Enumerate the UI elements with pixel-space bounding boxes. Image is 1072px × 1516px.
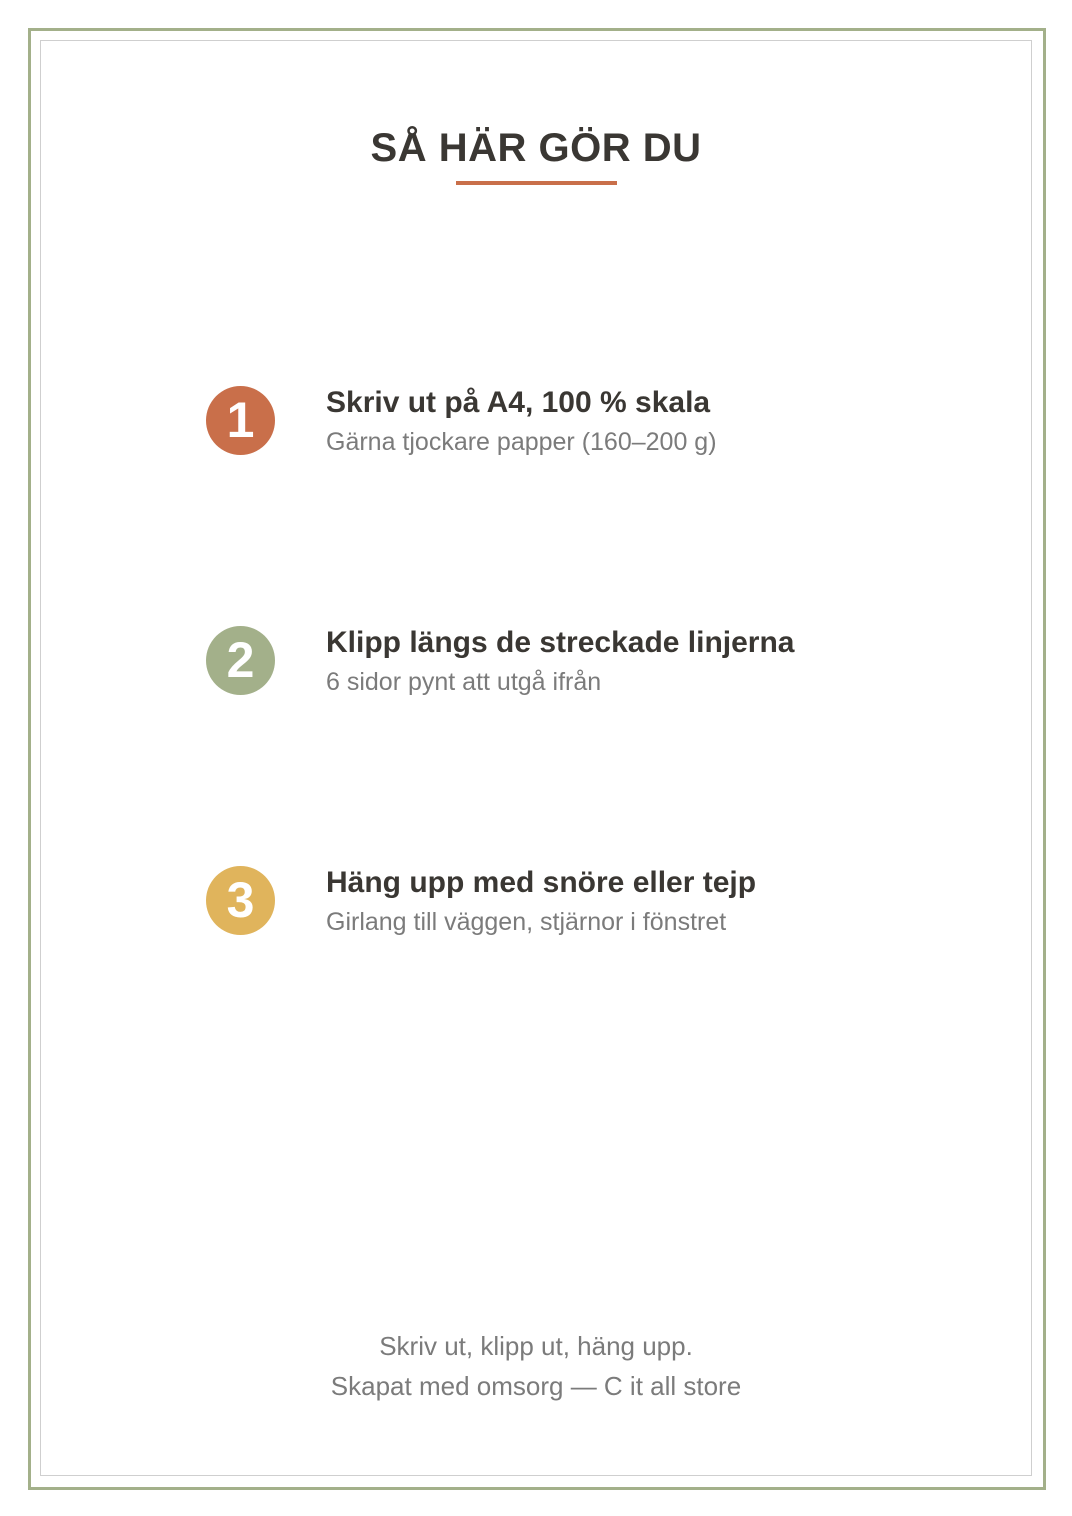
step-subtitle: Girlang till väggen, stjärnor i fönstret <box>326 908 727 936</box>
step-number-badge: 3 <box>206 866 275 935</box>
step-3 <box>0 866 1072 946</box>
step-2 <box>0 626 1072 706</box>
step-1 <box>0 386 1072 466</box>
footer-credit: Skapat med omsorg — C it all store <box>330 1371 742 1401</box>
step-number-badge: 1 <box>206 386 275 455</box>
step-subtitle: 6 sidor pynt att utgå ifrån <box>326 668 602 696</box>
step-title: Häng upp med snöre eller tejp <box>326 866 757 899</box>
footer-tagline: Skriv ut, klipp ut, häng upp. <box>379 1331 693 1361</box>
title-underline <box>456 181 617 185</box>
step-number-badge: 2 <box>206 626 275 695</box>
step-subtitle: Gärna tjockare papper (160–200 g) <box>326 428 717 456</box>
page-frame-inner <box>40 40 1032 1476</box>
step-title: Klipp längs de streckade linjerna <box>326 626 795 659</box>
page-title: SÅ HÄR GÖR DU <box>370 126 702 170</box>
step-title: Skriv ut på A4, 100 % skala <box>326 386 711 419</box>
